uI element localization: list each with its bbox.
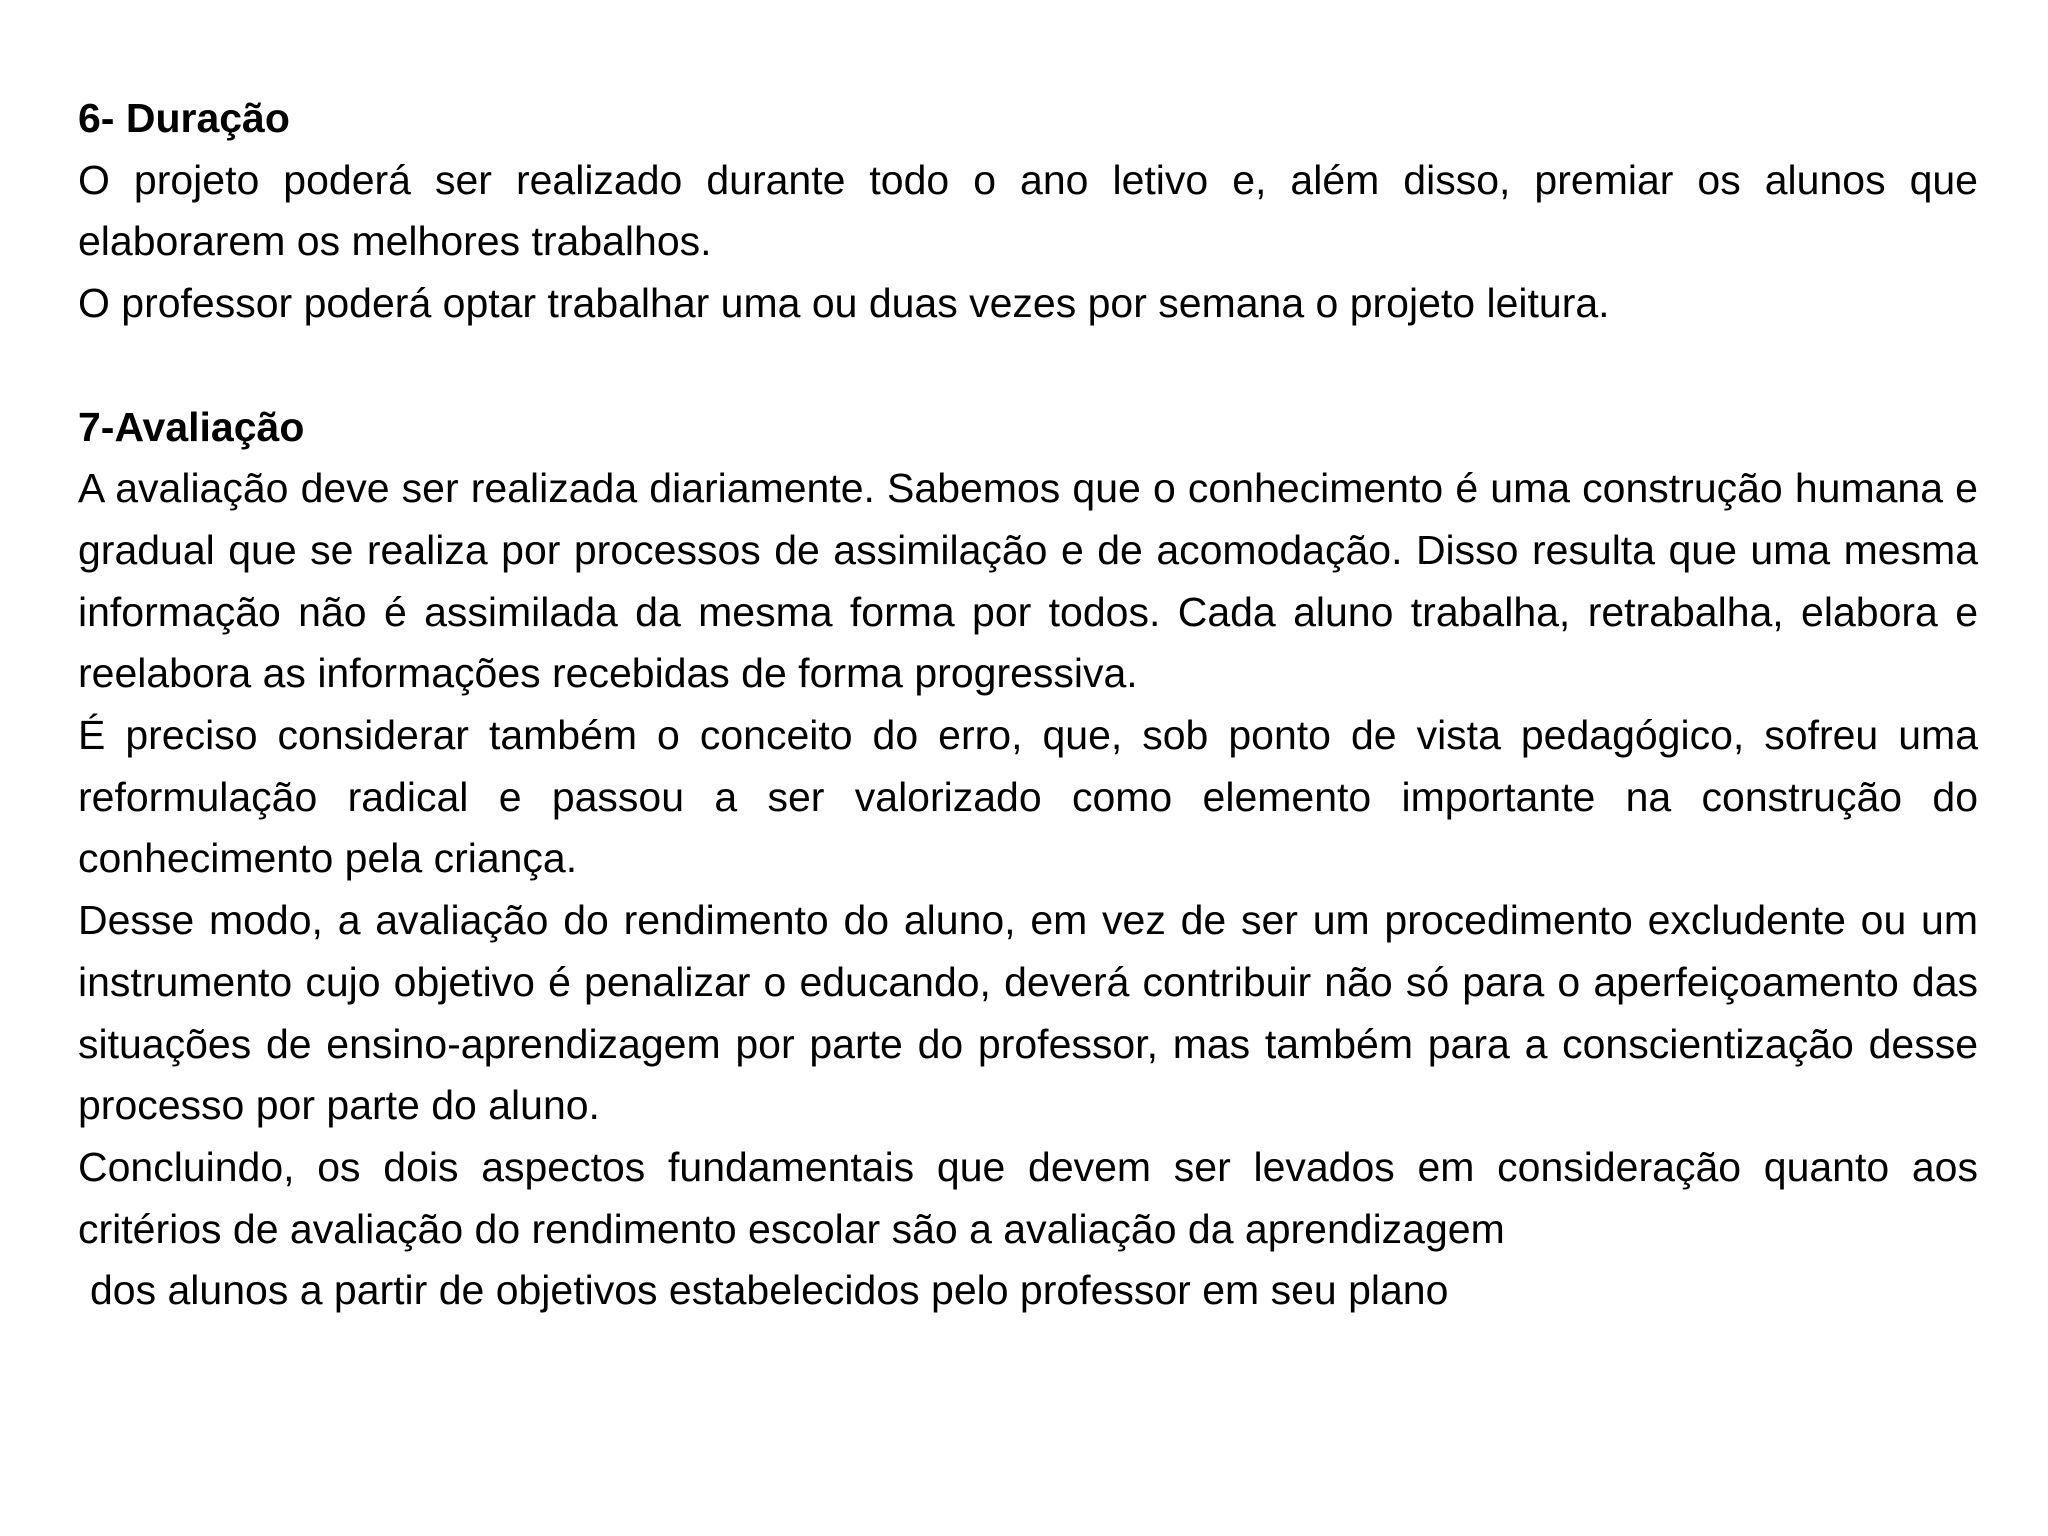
section-7-trailing-line: dos alunos a partir de objetivos estabelecidos pelo professor em seu plano	[90, 1267, 1449, 1314]
section-7-heading: 7-Avaliação	[78, 403, 305, 450]
section-spacer	[78, 335, 1978, 397]
section-7-paragraph-1: A avaliação deve ser realizada diariamente. Sabemos que o conhecimento é uma construção humana e gradual que se realiza por processos de assimilação e de acomodação. Disso resulta que uma mesma informação não é assimilada da mesma forma por todos. Cada aluno trabalha, retrabalha, elabora e reelabora as informações recebidas de forma progressiva.	[78, 465, 1978, 697]
section-7-paragraph-4: Concluindo, os dois aspectos fundamentais que devem ser levados em consideração quanto aos critérios de avaliação do rendimento escolar são a avaliação da aprendizagem	[78, 1143, 1978, 1252]
section-7-paragraph-2: É preciso considerar também o conceito do erro, que, sob ponto de vista pedagógico, sofreu uma reformulação radical e passou a ser valorizado como elemento importante na construção do conhecimento pela criança.	[78, 712, 1978, 882]
section-6-paragraph-2: O professor poderá optar trabalhar uma ou duas vezes por semana o projeto leitura.	[78, 280, 1610, 327]
document-page	[78, 88, 1978, 1322]
section-6-heading: 6- Duração	[78, 95, 290, 141]
section-6-paragraph-1: O projeto poderá ser realizado durante todo o ano letivo e, além disso, premiar os alunos que elaborarem os melhores trabalhos.	[78, 156, 1978, 265]
section-7-paragraph-3: Desse modo, a avaliação do rendimento do aluno, em vez de ser um procedimento excludente ou um instrumento cujo objetivo é penalizar o educando, deverá contribuir não só para o aperfeiçoamento das situações de ensino-aprendizagem por parte do professor, mas também para a conscientização desse processo por parte do aluno.	[78, 897, 1978, 1129]
